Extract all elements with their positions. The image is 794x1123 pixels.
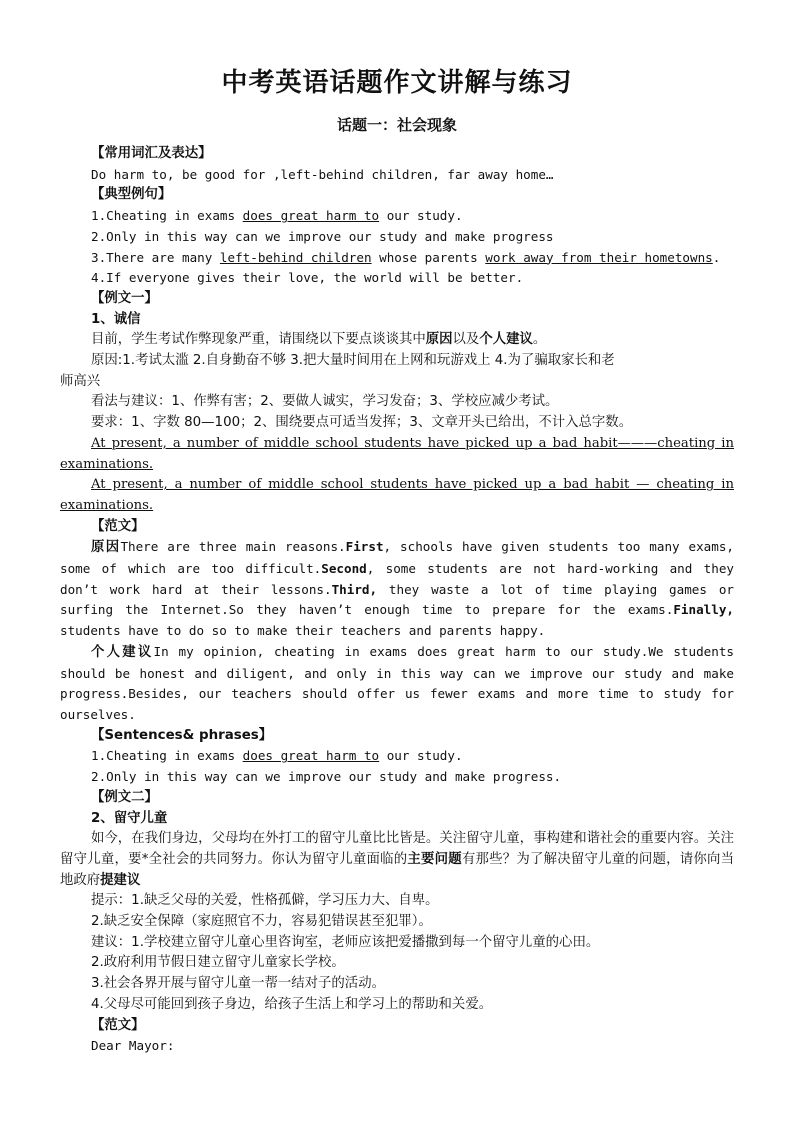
example-sentence-4: 4.If everyone gives their love, the world will be better. [91, 270, 524, 286]
essay2-suggestion-2: 2.政府利用节假日建立留守儿童家长学校。 [91, 955, 345, 971]
essay1-reasons: 原因:1.考试太滥 2.自身勤奋不够 3.把大量时间用在上网和玩游戏上 4.为了骗取家长和老 [91, 353, 615, 369]
model1-paragraph-suggestion: 个人建议In my opinion, cheating in exams does great harm to our study.We students should be honest and diligent, and only in this way can we improve our study and make progress.Besides, our teachers should offer us fewer exams and more time to study for ourselves. [60, 643, 734, 722]
example-sentence-1: 1.Cheating in exams does great harm to our study. [91, 208, 463, 224]
essay2-prompt: 如今，在我们身边，父母均在外打工的留守儿童比比皆是。关注留守儿童，事构建和谐社会的重要内容。关注留守儿童，要*全社会的共同努力。你认为留守儿童面临的主要问题有那些？为了解决留守儿童的问题，请你向当地政府提建议 [60, 831, 735, 888]
model1-heading: 【范文】 [91, 518, 145, 534]
page-title: 中考英语话题作文讲解与练习 [221, 68, 573, 98]
essay2-heading: 【例文二】 [91, 789, 158, 805]
essay1-reasons-cont: 师高兴 [60, 373, 101, 389]
model2-greeting: Dear Mayor: [91, 1038, 175, 1054]
essay2-suggestion-4: 4.父母尽可能回到孩子身边，给孩子生活上和学习上的帮助和关爱。 [91, 996, 493, 1012]
essay1-heading: 【例文一】 [91, 290, 158, 306]
essay2-hint-2: 2.缺乏安全保障（家庭照官不力，容易犯错误甚至犯罪）。 [91, 914, 432, 930]
essay1-requirements: 要求：1、字数 80—100；2、围绕要点可适当发挥；3、文章开头已给出，不计入总字数。 [91, 415, 633, 431]
vocab-line: Do harm to, be good for ,left-behind children, far away home… [91, 166, 554, 182]
essay2-hint-1: 提示：1.缺乏父母的关爱，性格孤僻，学习压力大、自卑。 [91, 893, 439, 909]
document-body [60, 144, 734, 1057]
example-sentence-3: 3.There are many left-behind children whose parents work away from their hometowns. [91, 249, 721, 265]
model1-paragraph-reasons: 原因There are three main reasons.First, schools have given students too many exams, some of which are too difficult.Second, some students are not hard-working and they don’t work hard at their lessons.Third, they waste a lot of time playing games or surfing the Internet.So they haven’t enough time to prepare for the exams.Finally, students have to do so to make their teachers and parents happy. [60, 539, 735, 639]
essay1-opening-2: At present, a number of middle school students have picked up a bad habit — cheating in examinations. [60, 477, 734, 513]
page-subtitle: 话题一：社会现象 [336, 116, 457, 134]
essay1-prompt: 目前，学生考试作弊现象严重，请围绕以下要点谈谈其中原因以及个人建议。 [91, 332, 547, 348]
example-sentence-2: 2.Only in this way can we improve our study and make progress [91, 228, 554, 244]
essay1-topic: 1、诚信 [91, 311, 141, 327]
essay2-topic: 2、留守儿童 [91, 810, 168, 826]
essay2-suggestion-3: 3.社会各界开展与留守儿童一帮一结对子的活动。 [91, 976, 385, 992]
essay1-suggestions: 看法与建议：1、作弊有害；2、要做人诚实，学习发奋；3、学校应减少考试。 [91, 394, 559, 410]
vocab-heading: 【常用词汇及表达】 [91, 146, 212, 161]
phrase-sentence-2: 2.Only in this way can we improve our study and make progress. [91, 769, 562, 785]
phrases-heading: 【Sentences& phrases】 [91, 727, 273, 743]
essay2-suggestion-1: 建议：1.学校建立留守儿童心里咨询室，老师应该把爱播撒到每一个留守儿童的心田。 [91, 934, 600, 950]
model2-heading: 【范文】 [91, 1017, 145, 1033]
phrase-sentence-1: 1.Cheating in exams does great harm to our study. [91, 748, 463, 764]
essay1-opening-1: At present, a number of middle school students have picked up a bad habit———cheating in examinations. [60, 435, 734, 472]
examples-heading: 【典型例句】 [91, 187, 172, 203]
